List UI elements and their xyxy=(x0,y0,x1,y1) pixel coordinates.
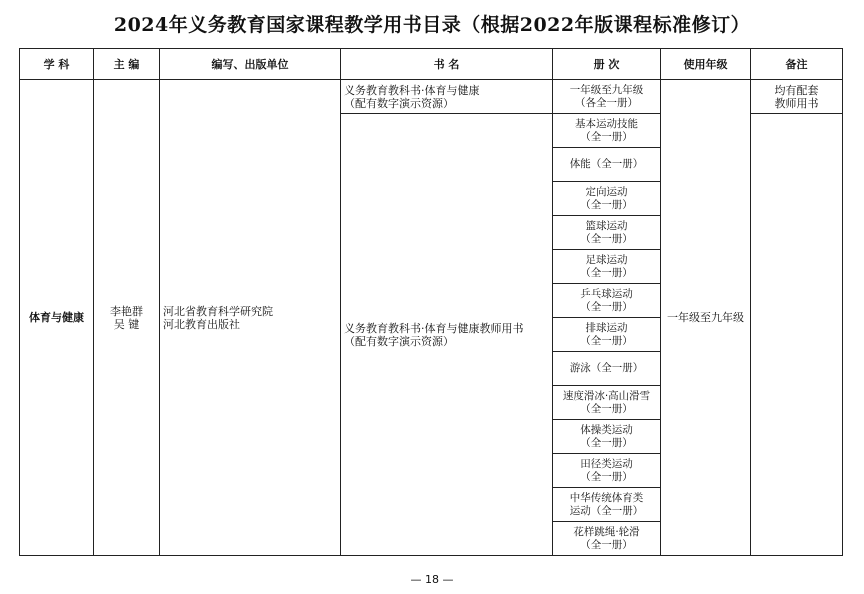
header-note: 备注 xyxy=(751,49,843,80)
volume-cell: 基本运动技能 （全一册） xyxy=(553,114,661,148)
volume-cell: 速度滑冰·高山滑雪 （全一册） xyxy=(553,386,661,420)
volume-cell: 排球运动 （全一册） xyxy=(553,318,661,352)
header-publisher: 编写、出版单位 xyxy=(160,49,341,80)
page-number: — 18 — xyxy=(410,573,454,586)
volume-cell: 中华传统体育类 运动（全一册） xyxy=(553,488,661,522)
volume-cell: 体能（全一册） xyxy=(553,148,661,182)
header-subject: 学 科 xyxy=(20,49,94,80)
publisher-cell: 河北省教育科学研究院 河北教育出版社 xyxy=(160,80,341,556)
subject-cell: 体育与健康 xyxy=(20,80,94,556)
page-title: 2024年义务教育国家课程教学用书目录（根据2022年版课程标准修订） xyxy=(113,14,751,36)
table-row xyxy=(20,80,843,114)
note-cell-empty xyxy=(751,114,843,556)
header-book-name: 书 名 xyxy=(341,49,553,80)
header-row xyxy=(20,49,843,80)
volume-cell: 体操类运动 （全一册） xyxy=(553,420,661,454)
volume-cell: 定向运动 （全一册） xyxy=(553,182,661,216)
note-cell: 均有配套 教师用书 xyxy=(751,80,843,114)
catalog-table xyxy=(19,48,843,556)
volume-cell: 篮球运动 （全一册） xyxy=(553,216,661,250)
volume-cell: 田径类运动 （全一册） xyxy=(553,454,661,488)
volume-cell: 游泳（全一册） xyxy=(553,352,661,386)
volume-cell: 足球运动 （全一册） xyxy=(553,250,661,284)
grade-cell: 一年级至九年级 xyxy=(661,80,751,556)
volume-cell: 一年级至九年级 （各全一册） xyxy=(553,80,661,114)
book-name-cell: 义务教育教科书·体育与健康 （配有数字演示资源） xyxy=(341,80,553,114)
header-editor: 主 编 xyxy=(94,49,160,80)
book-name-cell: 义务教育教科书·体育与健康教师用书 （配有数字演示资源） xyxy=(341,114,553,556)
editor-cell: 李艳群 吴 键 xyxy=(94,80,160,556)
volume-cell: 乒乓球运动 （全一册） xyxy=(553,284,661,318)
volume-cell: 花样跳绳·轮滑 （全一册） xyxy=(553,522,661,556)
header-grade: 使用年级 xyxy=(661,49,751,80)
header-volume: 册 次 xyxy=(553,49,661,80)
